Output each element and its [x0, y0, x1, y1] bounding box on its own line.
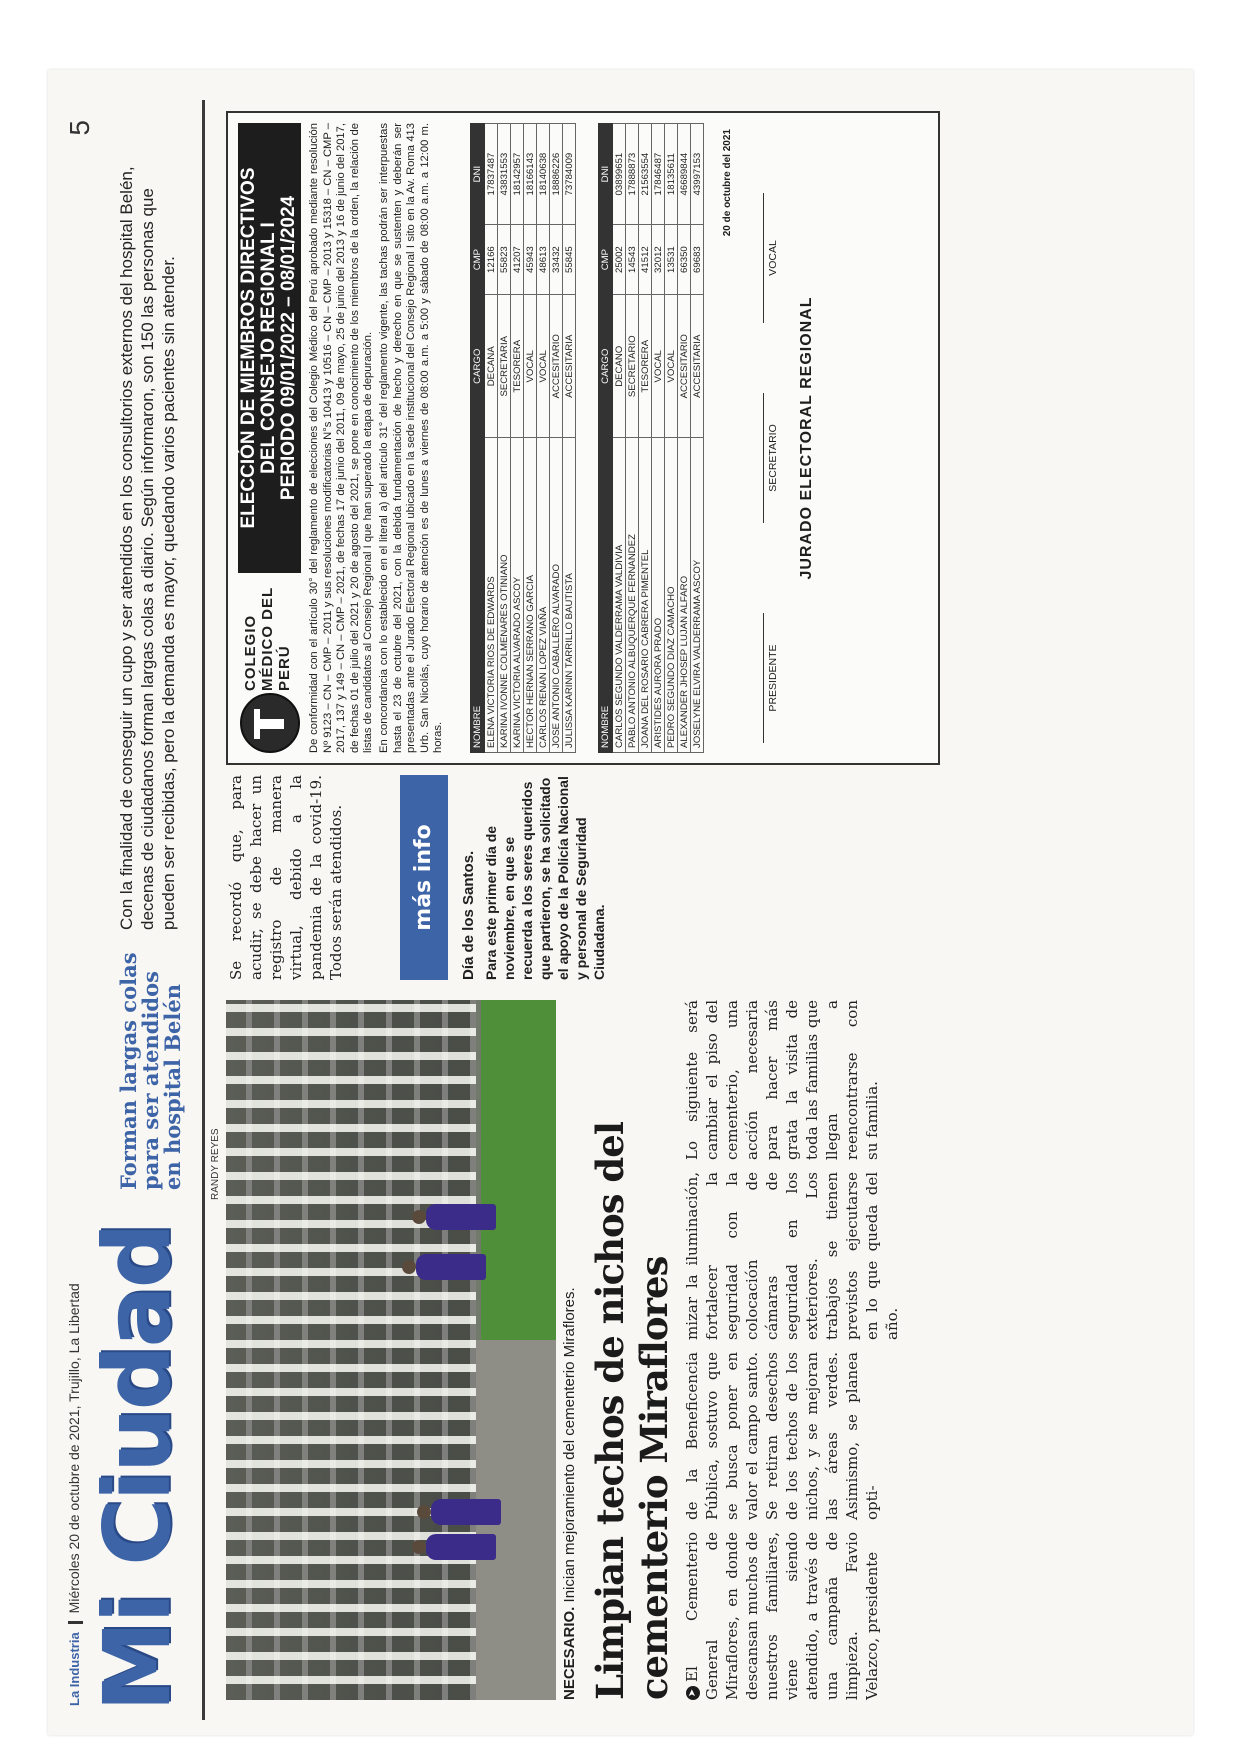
teaser-headline: Forman largas colas para ser atendidos en hospital Belén	[116, 952, 185, 1190]
org-name: COLEGIO MÉDICO DEL PERÚ	[242, 587, 293, 691]
table-row	[485, 124, 498, 753]
article-column-4: Lo siguiente será cambiar el piso del cementerio, una acción necesaria para hacer más grata la visita de toda las familias que llegan a reencontrarse con su familia.	[683, 1000, 881, 1160]
table-cell: ACCESITARIA	[691, 295, 704, 439]
table-cell: CARLOS RENAN LOPEZ VIAÑA	[537, 438, 550, 753]
column-header: DNI	[471, 124, 485, 225]
table-cell: 18166143	[524, 124, 537, 225]
article-headline: Limpian techos de nichos del cementerio Miraflores	[588, 1122, 676, 1700]
signature-presidente: PRESIDENTE	[763, 613, 779, 743]
cmp-logo	[238, 578, 298, 753]
table-cell: 12166	[485, 225, 498, 295]
info-box	[460, 775, 608, 980]
mas-info-label: más info	[411, 824, 436, 931]
table-cell: 17846487	[652, 124, 665, 225]
title-line-1: ELECCIÓN DE MIEMBROS DIRECTIVOS	[238, 167, 259, 529]
cemetery-photo	[226, 1000, 556, 1700]
table-cell: ELENA VICTORIA RIOS DE EDWARDS	[485, 438, 498, 753]
jurado-title: JURADO ELECTORAL REGIONAL	[798, 296, 815, 580]
table-cell: 45943	[524, 225, 537, 295]
table-cell: 18135611	[665, 124, 678, 225]
photo-caption	[560, 1000, 579, 1700]
dateline	[66, 1283, 83, 1706]
arrow-bullet-icon: ➤	[686, 1686, 700, 1700]
newspaper-page	[60, 100, 1155, 1720]
table-cell: 25002	[613, 225, 626, 295]
table-cell: ACCESITARIA	[563, 295, 576, 439]
table-cell: 43997153	[691, 124, 704, 225]
date-text: Miércoles 20 de octubre de 2021, Trujillo, La Libertad	[66, 1283, 82, 1614]
column-header: CARGO	[471, 295, 485, 439]
separator	[68, 1621, 83, 1624]
article-column-3: mizar la iluminación, fortalecer la seguridad con la colocación de cámaras de seguridad en los exteriores. Los trabajos se tienen previstos ejecutarse en lo que queda del año.	[683, 1172, 901, 1340]
table-row	[626, 124, 639, 753]
table-cell: SECRETARIA	[498, 295, 511, 439]
table-cell: JULISSA KARINN TARRILLO BAUTISTA	[563, 438, 576, 753]
table-header-row	[599, 124, 613, 753]
notice-date: 20 de octubre del 2021	[722, 129, 733, 237]
article-column-2: de la Beneficencia Pública, sostuvo que se busca poner en valor el campo santo. Se retiran desechos de los techos de los nichos, y se mejoran las áreas verdes. Asimismo, se planea opti-	[683, 1352, 881, 1520]
table-row	[639, 124, 652, 753]
election-notice	[226, 111, 940, 765]
notice-text	[308, 123, 448, 753]
table-cell: 41207	[511, 225, 524, 295]
worker-figure	[431, 1499, 501, 1525]
table-cell: 46689844	[678, 124, 691, 225]
table-cell: DECANA	[485, 295, 498, 439]
table-row	[498, 124, 511, 753]
table-cell: JOSE ANTONIO CABALLERO ALVARADO	[550, 438, 563, 753]
table-cell: VOCAL	[652, 295, 665, 439]
table-row	[537, 124, 550, 753]
table-cell: 13531	[665, 225, 678, 295]
caption-text: Inician mejoramiento del cementerio Miraflores.	[561, 1287, 578, 1603]
article-column-5	[226, 775, 346, 980]
table-cell: 55823	[498, 225, 511, 295]
table-cell: 18142957	[511, 124, 524, 225]
worker-figure	[426, 1204, 496, 1230]
column-text: El Cementerio General de Miraflores, en donde descansan muchos de nuestros familiares, viene siendo atendido, a través de una campaña de limpieza. Favio Velazco, presidente	[683, 1532, 881, 1700]
candidate-list-1	[470, 123, 576, 753]
notice-paragraph: En concordancia con lo establecido en el literal a) del artículo 31° del reglamento vigente, las tachas podrán ser interpuestas hasta el 23 de octubre del 2021, con la debida fundamentación de hecho y derecho en que se sustenten y deberán ser presentadas ante el Jurado Electoral Regional ubicado en la sede institucional del Consejo Regional I sito en la Av. Roma 413 Urb. San Nicolás, cuyo horario de atención es de lunes a viernes de 08:00 a.m. a 5:00 y sábado de 08:00 a.m. a 12:00 m. horas.	[377, 123, 445, 753]
mas-info-badge	[400, 775, 448, 980]
table-cell: 48613	[537, 225, 550, 295]
table-cell: 43831553	[498, 124, 511, 225]
teaser-body: Con la finalidad de conseguir un cupo y ser atendidos en los consultorios externos del hospital Belén, decenas de ciudadanos forman largas colas a diario. Según informaron, son 150 las personas que pueden ser recibidas, pero la demanda es mayor, quedando varios pacientes sin atender.	[117, 166, 178, 930]
table-cell: 55845	[563, 225, 576, 295]
title-line-2: DEL CONSEJO REGIONAL I	[258, 222, 279, 474]
candidate-list-2	[598, 123, 704, 753]
grass-area	[481, 1000, 556, 1340]
column-header: NOMBRE	[599, 438, 613, 753]
table-cell: 17837487	[485, 124, 498, 225]
info-body: Para este primer día de noviembre, en que se recuerda a los seres queridos que partieron, se ha solicitado el apoyo de la Policía Nacional y personal de Seguridad Ciudadana.	[483, 776, 607, 980]
column-header: CMP	[471, 225, 485, 295]
table-row	[652, 124, 665, 753]
table-cell: 18886226	[550, 124, 563, 225]
table-cell: 18140638	[537, 124, 550, 225]
table-cell: 41512	[639, 225, 652, 295]
table-cell: JOANA DEL ROSARIO CABRERA PIMENTEL	[639, 438, 652, 753]
title-line-3: PERIODO 09/01/2022 – 08/01/2024	[278, 195, 299, 501]
table-row	[524, 124, 537, 753]
table-cell: 73784009	[563, 124, 576, 225]
table-header-row	[471, 124, 485, 753]
table-cell: HECTOR HERNAN SERRANO GARCIA	[524, 438, 537, 753]
column-header: CARGO	[599, 295, 613, 439]
worker-figure	[426, 1534, 496, 1560]
header-rule	[202, 100, 205, 1720]
table-cell: 69683	[691, 225, 704, 295]
signature-secretario: SECRETARIO	[763, 393, 779, 523]
table-row	[613, 124, 626, 753]
table-row	[665, 124, 678, 753]
table-cell: KARINA IVONNE COLMENARES OTINIANO	[498, 438, 511, 753]
notice-paragraph: De conformidad con el artículo 30° del reglamento de elecciones del Colegio Médico del Perú aprobado mediante resolución Nº 9123 – CN – CMP – 2011 y sus resoluciones modificatorias N°s 10413 y 10516 – CN – CMP – 2013 y 15318 – CN – CMP – 2017, 137 y 149 – CN – CMP – 2021, de fechas 17 de junio del 2011, 09 de mayo, 25 de junio del 2013 y 16 de junio del 2017, de fechas 01 de julio del 2021 y 20 de agosto del 2021, se pone en conocimiento de los miembros de la orden, la relación de listas de candidatos al Consejo Regional I que han superado la etapa de depuración.	[308, 123, 375, 753]
table-cell: 03899651	[613, 124, 626, 225]
column-header: NOMBRE	[471, 438, 485, 753]
table-cell: PEDRO SEGUNDO DIAZ CAMACHO	[665, 438, 678, 753]
table-cell: 33432	[550, 225, 563, 295]
table-cell: ARISTIDES AURORA PRADO	[652, 438, 665, 753]
table-cell: 21563554	[639, 124, 652, 225]
table-cell: ALEXANDER JHOSEP LUJAN ALFARO	[678, 438, 691, 753]
table-cell: CARLOS SEGUNDO VALDERRAMA VALDIVIA	[613, 438, 626, 753]
table-cell: TESORERA	[511, 295, 524, 439]
table-row	[550, 124, 563, 753]
table-cell: 66350	[678, 225, 691, 295]
column-header: CMP	[599, 225, 613, 295]
table-cell: ACCESITARIO	[550, 295, 563, 439]
table-row	[678, 124, 691, 753]
table-cell: VOCAL	[537, 295, 550, 439]
article-column-1	[682, 1532, 882, 1700]
brand-name: La Industria	[67, 1632, 82, 1706]
table-row	[691, 124, 704, 753]
table-cell: KARINA VICTORIA ALVARADO ASCOY	[511, 438, 524, 753]
column-header: DNI	[599, 124, 613, 225]
section-title: Mi Ciudad	[84, 1225, 191, 1712]
table-cell: ACCESITARIO	[678, 295, 691, 439]
table-cell: TESORERA	[639, 295, 652, 439]
table-cell: DECANO	[613, 295, 626, 439]
table-cell: PABLO ANTONIO ALBUQUERQUE FERNANDEZ	[626, 438, 639, 753]
table-cell: VOCAL	[524, 295, 537, 439]
table-row	[511, 124, 524, 753]
page-number: 5	[64, 120, 95, 136]
niche-wall	[226, 1000, 476, 1700]
info-title: Día de los Santos.	[460, 850, 477, 980]
worker-figure	[416, 1254, 486, 1280]
signature-vocal: VOCAL	[763, 193, 779, 323]
table-row	[563, 124, 576, 753]
column-text: Se recordó que, para acudir, se debe hacer un registro de manera virtual, debido a la pandemia de la covid-19. Todos serán atendidos.	[227, 775, 345, 980]
table-cell: SECRETARIO	[626, 295, 639, 439]
caption-kicker: NECESARIO.	[561, 1606, 578, 1700]
table-cell: 14543	[626, 225, 639, 295]
table-cell: 17888873	[626, 124, 639, 225]
photo-credit: RANDY REYES	[210, 1128, 221, 1200]
table-cell: 32012	[652, 225, 665, 295]
cmp-seal-icon	[240, 693, 300, 753]
table-cell: JOSELYNE ELVIRA VALDERRAMA ASCOY	[691, 438, 704, 753]
notice-title	[238, 123, 301, 573]
table-cell: VOCAL	[665, 295, 678, 439]
